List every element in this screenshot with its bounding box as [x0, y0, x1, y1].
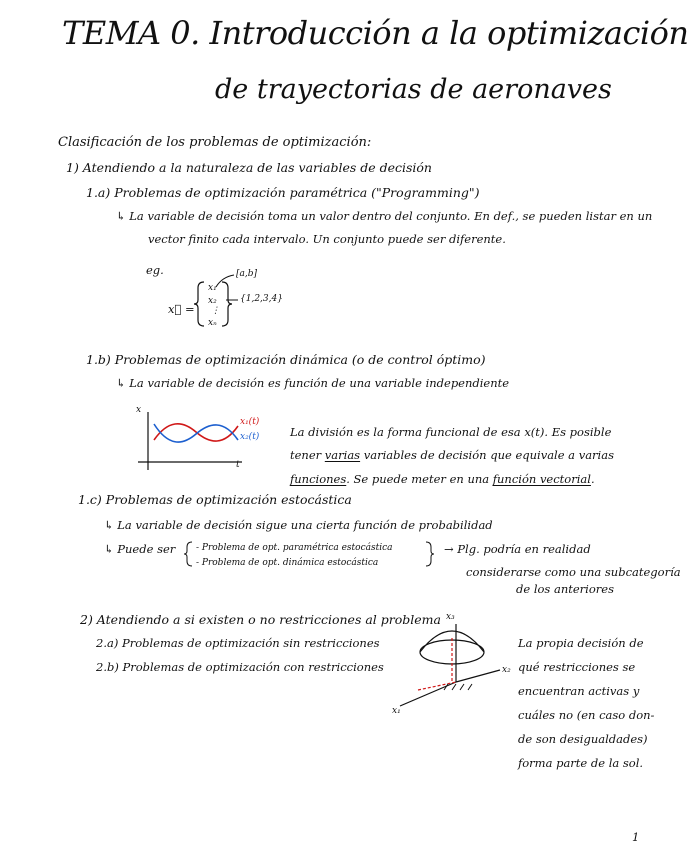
plot-axis-t-label: t: [236, 460, 240, 470]
section-1b-line-1: ↳ La variable de decisión es función de una variable independiente: [116, 376, 510, 390]
section-1-title: 1) Atendiendo a la naturaleza de las variables de decisión: [66, 160, 432, 175]
section-1b-note-1: La división es la forma funcional de esa x(t). Es posible: [290, 425, 612, 439]
title-line-2: de trayectorias de aeronaves: [215, 74, 612, 105]
section-1c-arrow-text: → Plg. podría en realidad: [444, 542, 591, 556]
vector-brace-right: [222, 282, 232, 326]
vector-x-label: x⃗ =: [168, 302, 195, 316]
section-1c-cont-1: considerarse como una subcategoría: [466, 565, 681, 579]
stochastic-brace-left: [184, 542, 192, 566]
section-1c-option-2: - Problema de opt. dinámica estocástica: [196, 558, 379, 568]
page-number: 1: [632, 830, 640, 844]
section-1b-title: 1.b) Problemas de optimización dinámica (o de control óptimo): [86, 352, 486, 367]
example-label: eg.: [146, 263, 164, 277]
section-2-note-5: de son desigualdades): [518, 732, 648, 746]
diagram-projection-red-2: [418, 682, 456, 690]
section-2-title: 2) Atendiendo a si existen o no restricciones al problema: [80, 612, 441, 627]
plot-label-x1: x₁(t): [240, 417, 260, 427]
diagram-axis-horizontal: [456, 670, 500, 682]
section-1c-cont-2: de los anteriores: [516, 582, 614, 596]
section-2a: 2.a) Problemas de optimización sin restricciones: [96, 636, 380, 650]
section-1c-line-1: ↳ La variable de decisión sigue una cierta función de probabilidad: [104, 518, 493, 532]
diagram-axis-x3: x₃: [446, 612, 455, 622]
section-1a-line-1: ↳ La variable de decisión toma un valor dentro del conjunto. En def., se pueden listar en un: [116, 209, 653, 223]
section-2-note-6: forma parte de la sol.: [518, 756, 644, 770]
section-1a-line-2: vector finito cada intervalo. Un conjunto puede ser diferente.: [148, 232, 506, 246]
set-interval: [a,b]: [236, 269, 258, 279]
section-1b-note-2: tener varias variables de decisión que equivale a varias: [290, 448, 614, 462]
stochastic-brace-right: [426, 542, 434, 566]
vector-arrow-interval: [216, 275, 234, 287]
section-1a-title: 1.a) Problemas de optimización paramétrica ("Programming"): [86, 185, 480, 200]
section-2b: 2.b) Problemas de optimización con restricciones: [96, 660, 384, 674]
diagram-axis-x2: x₂: [502, 665, 511, 675]
diagram-axis-x1: x₁: [392, 706, 401, 716]
plot-axis-x-label: x: [136, 405, 142, 415]
section-2-note-1: La propia decisión de: [518, 636, 644, 650]
vector-dots: ⋮: [211, 306, 220, 316]
section-2-note-2: qué restricciones se: [518, 660, 636, 674]
set-discrete: {1,2,3,4}: [240, 294, 283, 304]
title-line-1: TEMA 0. Introducción a la optimización: [62, 14, 688, 52]
section-1b-note-3: funciones. Se puede meter en una función vectorial.: [290, 472, 595, 486]
section-1c-line-2: ↳ Puede ser: [104, 542, 176, 556]
diagram-axis-depth: [400, 682, 456, 706]
section-2-note-3: encuentran activas y: [518, 684, 640, 698]
vector-xn: xₙ: [208, 318, 217, 328]
vector-x1: x₁: [208, 283, 217, 293]
plot-label-x2: x₂(t): [240, 432, 260, 442]
section-2-note-4: cuáles no (en caso don-: [518, 708, 655, 722]
section-heading: Clasificación de los problemas de optimización:: [58, 135, 372, 150]
section-1c-option-1: - Problema de opt. paramétrica estocástica: [196, 543, 393, 553]
section-1c-title: 1.c) Problemas de optimización estocástica: [78, 492, 352, 507]
vector-brace-left: [194, 282, 204, 326]
vector-x2: x₂: [208, 296, 217, 306]
